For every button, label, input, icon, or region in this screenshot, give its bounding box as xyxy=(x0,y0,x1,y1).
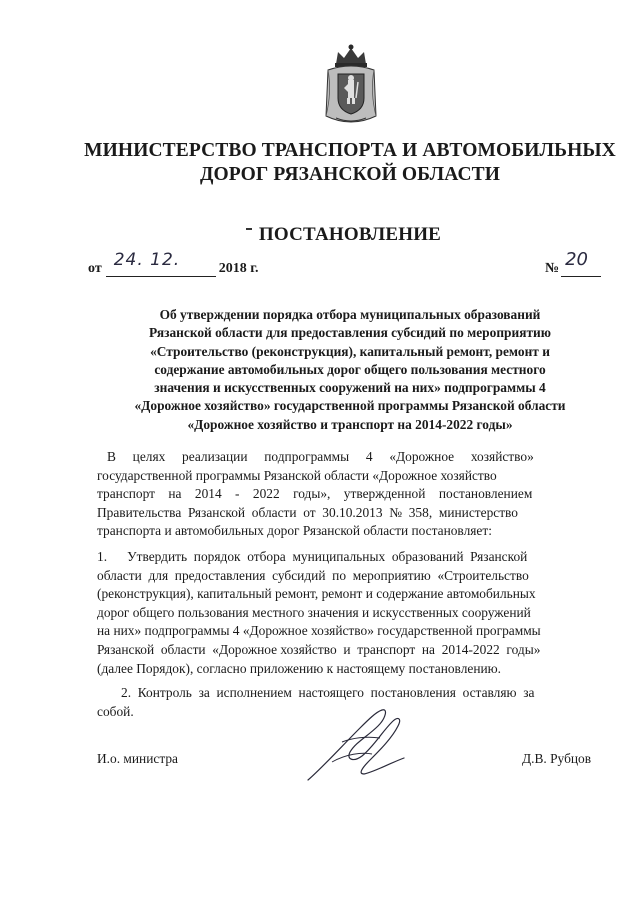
title-line: Об утверждении порядка отбора муниципальных образований xyxy=(159,307,541,322)
title-line: «Дорожное хозяйство и транспорт на 2014-2022 годы» xyxy=(187,416,513,432)
number-prefix: № xyxy=(545,261,560,276)
ministry-name-line1: МИНИСТЕРСТВО ТРАНСПОРТА И АВТОМОБИЛЬНЫХ xyxy=(84,140,616,161)
number-handwritten: 20 xyxy=(565,249,588,270)
text-line: Правительства Рязанской области от 30.10.2013 № 358, министерство xyxy=(97,504,518,520)
clause-1-paragraph xyxy=(97,548,600,678)
date-field xyxy=(106,250,216,277)
document-title xyxy=(90,306,610,434)
text-line: 2. Контроль за исполнением настоящего постановления оставляю за xyxy=(121,685,535,700)
text-line: (реконструкция), капитальный ремонт, ремонт и содержание автомобильных xyxy=(97,586,536,602)
text-line: на них» подпрограммы 4 «Дорожное хозяйство» государственной программы xyxy=(97,623,541,639)
document-number xyxy=(545,249,601,277)
handwritten-signature-icon xyxy=(302,702,412,788)
date-year: 2018 г. xyxy=(218,261,259,276)
text-line: В целях реализации подпрограммы 4 «Дорожное хозяйство» xyxy=(107,449,534,464)
document-type-heading: ПОСТАНОВЛЕНИЕ xyxy=(258,224,442,245)
text-line: 1. Утвердить порядок отбора муниципальных образований Рязанской xyxy=(97,549,528,564)
text-line: дорог общего пользования местного значения и искусственных сооружений xyxy=(97,604,531,620)
title-line: «Строительство (реконструкция), капитальный ремонт, ремонт и xyxy=(150,343,550,359)
signatory-name: Д.В. Рубцов xyxy=(522,751,592,766)
text-line: транспорт на 2014 - 2022 годы», утвержденной постановлением xyxy=(97,486,533,502)
text-line: транспорта и автомобильных дорог Рязанской области постановляет: xyxy=(97,523,492,539)
signatory-position: И.о. министра xyxy=(97,751,178,766)
text-line: области для предоставления субсидий по мероприятию «Строительство xyxy=(97,567,529,583)
preamble-paragraph xyxy=(97,448,600,541)
coat-of-arms-icon xyxy=(322,42,380,126)
number-field xyxy=(561,249,601,277)
title-line: значения и искусственных сооружений на них» подпрограммы 4 xyxy=(154,380,546,396)
title-line: Рязанской области для предоставления субсидий по мероприятию xyxy=(149,325,551,341)
text-line: Рязанской области «Дорожное хозяйство и транспорт на 2014-2022 годы» xyxy=(97,641,541,657)
text-line: государственной программы Рязанской области «Дорожное хозяйство xyxy=(97,467,497,483)
text-line: собой. xyxy=(97,703,134,719)
date-handwritten: 24. 12. xyxy=(113,250,181,270)
text-line: (далее Порядок), согласно приложению к настоящему постановлению. xyxy=(97,660,502,676)
date-prefix: от xyxy=(88,261,102,276)
title-line: содержание автомобильных дорог общего пользования местного xyxy=(154,361,546,377)
title-line: «Дорожное хозяйство» государственной программы Рязанской области xyxy=(134,398,566,414)
document-date xyxy=(88,250,259,277)
ministry-name-line2: ДОРОГ РЯЗАНСКОЙ ОБЛАСТИ xyxy=(199,164,501,185)
